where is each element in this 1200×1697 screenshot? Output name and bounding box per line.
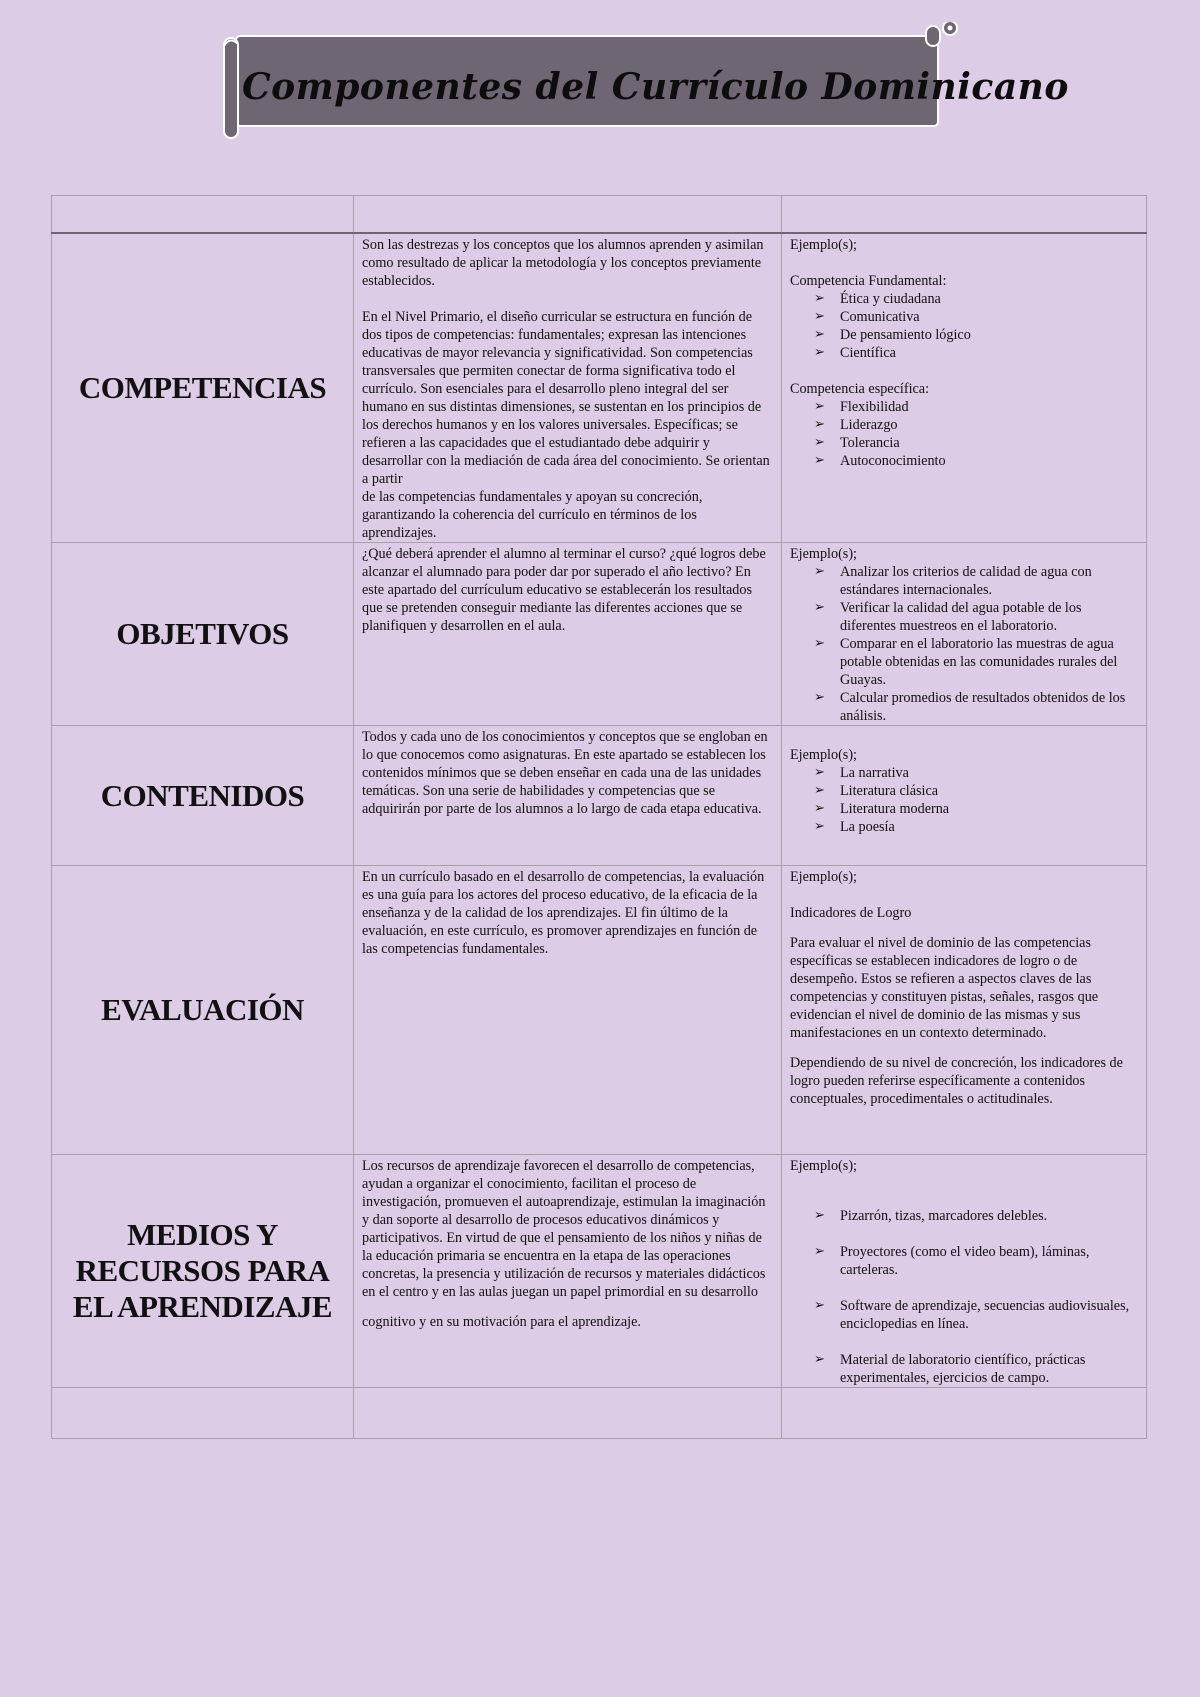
description-text: Los recursos de aprendizaje favorecen el desarrollo de competencias, ayudan a organizar el conocimiento, facilitan el proceso de investigación, promueven el autoaprendizaje, estimulan la imaginación y dan soporte al desarrollo de procesos educativos dinámicos y participativos. En virtud de que el pensamiento de los niños y niñas de la educación primaria se encuentra en la etapa de las operaciones concretas, la presencia y utilización de recursos y materiales didácticos en el centro y en las aulas juegan un papel primordial en su desarrollo — [362, 1158, 766, 1300]
list-item: ➢ Proyectores (como el video beam), láminas, carteleras. — [814, 1243, 1139, 1279]
header-cell — [52, 196, 354, 234]
row-label-evaluacion: EVALUACIÓN — [52, 866, 354, 1155]
list-item: ➢ Comparar en el laboratorio las muestras de agua potable obtenidas en las comunidades rurales del Guayas. — [814, 635, 1139, 689]
row-label-medios: MEDIOS Y RECURSOS PARA EL APRENDIZAJE — [52, 1155, 354, 1388]
subheading: Competencia Fundamental: — [790, 273, 947, 289]
description-cell — [354, 866, 782, 1155]
table-row — [52, 866, 1147, 1155]
description-cell — [354, 543, 782, 726]
list-item: ➢ Comunicativa — [814, 308, 1139, 326]
row-label-objetivos: OBJETIVOS — [52, 543, 354, 726]
footer-cell — [52, 1388, 354, 1439]
description-text: cognitivo y en su motivación para el aprendizaje. — [362, 1314, 641, 1330]
list-item: ➢ Ética y ciudadana — [814, 290, 1139, 308]
header-cell — [354, 196, 782, 234]
example-list — [790, 398, 1139, 470]
description-cell — [354, 726, 782, 866]
list-item: ➢ Software de aprendizaje, secuencias audiovisuales, enciclopedias en línea. — [814, 1297, 1139, 1333]
list-item: ➢ Autoconocimiento — [814, 452, 1139, 470]
table-row — [52, 726, 1147, 866]
list-item: ➢ Liderazgo — [814, 416, 1139, 434]
description-text: Para evaluar el nivel de dominio de las competencias específicas se establecen indicadores de logro o de desempeño. Estos se refieren a aspectos claves de las competencias y constituyen pistas, señales, rasgos que evidencian el nivel de dominio de las mismas y sus manifestaciones en un contexto determinado. — [790, 935, 1099, 1041]
description-text: Son las destrezas y los conceptos que los alumnos aprenden y asimilan como resultado de aplicar la metodología y los conceptos previamente establecidos. — [362, 237, 764, 289]
example-cell — [782, 726, 1147, 866]
list-item: ➢ Científica — [814, 344, 1139, 362]
footer-cell — [354, 1388, 782, 1439]
list-item: ➢ Literatura moderna — [814, 800, 1139, 818]
table-row — [52, 233, 1147, 543]
list-item: ➢ Pizarrón, tizas, marcadores delebles. — [814, 1207, 1139, 1225]
example-cell — [782, 543, 1147, 726]
list-item: ➢ Analizar los criterios de calidad de agua con estándares internacionales. — [814, 563, 1139, 599]
footer-cell — [782, 1388, 1147, 1439]
example-label: Ejemplo(s); — [790, 869, 857, 885]
table-footer-row — [52, 1388, 1147, 1439]
subheading: Indicadores de Logro — [790, 905, 912, 921]
example-list — [790, 290, 1139, 362]
list-item: ➢ Calcular promedios de resultados obtenidos de los análisis. — [814, 689, 1139, 725]
description-text: Todos y cada uno de los conocimientos y conceptos que se engloban en lo que conocemos como asignaturas. En este apartado se establecen los contenidos mínimos que se deben enseñar en cada una de las unidades temáticas. Son una serie de habilidades y competencias que se adquirirán por parte de los alumnos a lo largo de cada etapa educativa. — [362, 729, 768, 817]
description-text: de las competencias fundamentales y apoyan su concreción, garantizando la coherencia del currículo en términos de los aprendizajes. — [362, 489, 703, 541]
example-cell — [782, 233, 1147, 543]
list-item: ➢ Literatura clásica — [814, 782, 1139, 800]
table-header-row — [52, 196, 1147, 234]
list-item: ➢ Flexibilidad — [814, 398, 1139, 416]
list-item: ➢ Tolerancia — [814, 434, 1139, 452]
example-cell — [782, 866, 1147, 1155]
curriculum-table — [51, 195, 1147, 1439]
description-text: Dependiendo de su nivel de concreción, los indicadores de logro pueden referirse específicamente a contenidos conceptuales, procedimentales o actitudinales. — [790, 1055, 1123, 1107]
row-label-contenidos: CONTENIDOS — [52, 726, 354, 866]
example-list — [790, 1207, 1139, 1387]
list-item: ➢ La narrativa — [814, 764, 1139, 782]
example-list — [790, 764, 1139, 836]
description-text: ¿Qué deberá aprender el alumno al terminar el curso? ¿qué logros debe alcanzar el alumnado para poder dar por superado el año lectivo? En este apartado del currículum educativo se establecerán los resultados que se pretenden conseguir mediante las diferentes acciones que se planifiquen y desarrollen en el aula. — [362, 546, 766, 634]
description-cell — [354, 233, 782, 543]
list-item: ➢ Verificar la calidad del agua potable de los diferentes muestreos en el laboratorio. — [814, 599, 1139, 635]
page-title: Componentes del Currículo Dominicano — [242, 66, 1069, 108]
subheading: Competencia específica: — [790, 381, 930, 397]
table-row — [52, 543, 1147, 726]
list-item: ➢ Material de laboratorio científico, prácticas experimentales, ejercicios de campo. — [814, 1351, 1139, 1387]
example-label: Ejemplo(s); — [790, 747, 857, 763]
list-item: ➢ De pensamiento lógico — [814, 326, 1139, 344]
example-label: Ejemplo(s); — [790, 237, 857, 253]
description-text: En el Nivel Primario, el diseño curricular se estructura en función de dos tipos de competencias: fundamentales; expresan las intenciones educativas de mayor relevancia y significatividad. Son competencias transversales que permiten conectar de forma significativa todo el currículo. Son esenciales para el desarrollo pleno integral del ser humano en sus distintas dimensiones, se sustentan en los principios de los derechos humanos y en los valores universales. Específicas; se refieren a las capacidades que el estudiantado debe adquirir y desarrollar con la mediación de cada área del conocimiento. Se orientan a partir — [362, 309, 770, 487]
list-item: ➢ La poesía — [814, 818, 1139, 836]
description-text: En un currículo basado en el desarrollo de competencias, la evaluación es una guía para los actores del proceso educativo, de la eficacia de la enseñanza y de la calidad de los aprendizajes. El fin último de la evaluación, en este currículo, es promover aprendizajes en función de las competencias fundamentales. — [362, 869, 765, 957]
title-banner — [222, 22, 1069, 142]
header-cell — [782, 196, 1147, 234]
example-label: Ejemplo(s); — [790, 1158, 857, 1174]
example-cell — [782, 1155, 1147, 1388]
row-label-competencias: COMPETENCIAS — [52, 233, 354, 543]
description-cell — [354, 1155, 782, 1388]
table-row — [52, 1155, 1147, 1388]
example-list — [790, 563, 1139, 725]
example-label: Ejemplo(s); — [790, 546, 857, 562]
